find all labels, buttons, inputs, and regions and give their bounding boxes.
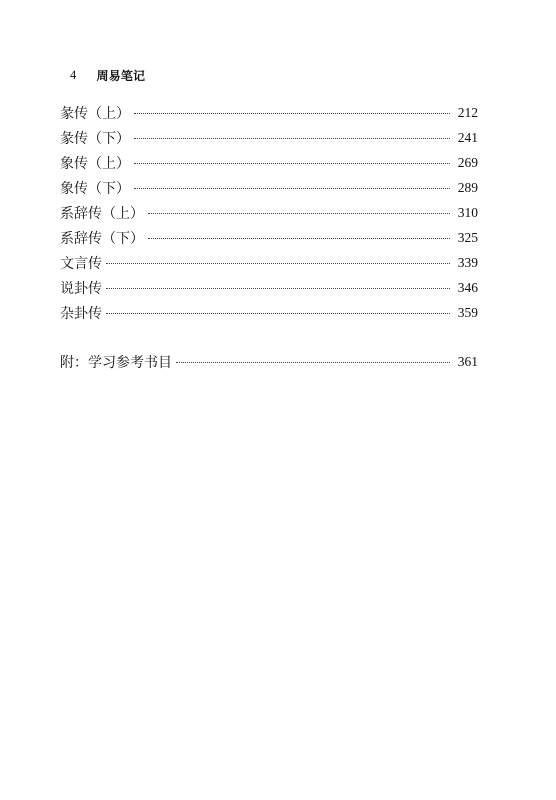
dot-leader	[134, 113, 450, 114]
dot-leader	[148, 213, 450, 214]
toc-entry[interactable]	[60, 250, 478, 275]
toc-entry-page: 359	[457, 304, 478, 320]
toc-entry[interactable]	[60, 125, 478, 150]
toc-entry[interactable]	[60, 225, 478, 250]
toc-entry[interactable]	[60, 150, 478, 175]
dot-leader	[148, 238, 450, 239]
running-header	[70, 66, 145, 84]
toc-entry-title: 象传（下）	[60, 180, 130, 197]
dot-leader	[106, 313, 450, 314]
toc-entry-title: 文言传	[60, 255, 102, 272]
toc-entry-title: 说卦传	[60, 280, 102, 297]
dot-leader	[106, 288, 450, 289]
header-book-title: 周易笔记	[96, 68, 146, 83]
toc-entry[interactable]	[60, 275, 478, 300]
toc-entry-title: 杂卦传	[60, 305, 102, 322]
table-of-contents	[60, 100, 478, 325]
toc-entry-page: 289	[457, 179, 478, 195]
toc-entry-page: 212	[457, 104, 478, 120]
appendix-title: 附：学习参考书目	[60, 354, 172, 371]
toc-entry-page: 339	[457, 254, 478, 270]
toc-entry[interactable]	[60, 100, 478, 125]
dot-leader	[176, 362, 450, 363]
header-page-number: 4	[70, 67, 77, 82]
toc-entry-title: 彖传（下）	[60, 130, 130, 147]
toc-entry-page: 325	[457, 229, 478, 245]
toc-entry-title: 系辞传（上）	[60, 205, 144, 222]
toc-entry-title: 系辞传（下）	[60, 230, 144, 247]
dot-leader	[134, 188, 450, 189]
toc-entry-title: 象传（上）	[60, 155, 130, 172]
toc-entry[interactable]	[60, 200, 478, 225]
toc-entry-page: 346	[457, 279, 478, 295]
toc-entry[interactable]	[60, 175, 478, 200]
toc-entry-page: 310	[457, 204, 478, 220]
dot-leader	[134, 138, 450, 139]
toc-entry[interactable]	[60, 300, 478, 325]
dot-leader	[134, 163, 450, 164]
appendix-section	[60, 349, 478, 374]
dot-leader	[106, 263, 450, 264]
toc-entry-page: 269	[457, 154, 478, 170]
toc-entry-appendix[interactable]	[60, 349, 478, 374]
toc-entry-title: 彖传（上）	[60, 105, 130, 122]
toc-entry-page: 241	[457, 129, 478, 145]
appendix-page: 361	[457, 353, 478, 369]
